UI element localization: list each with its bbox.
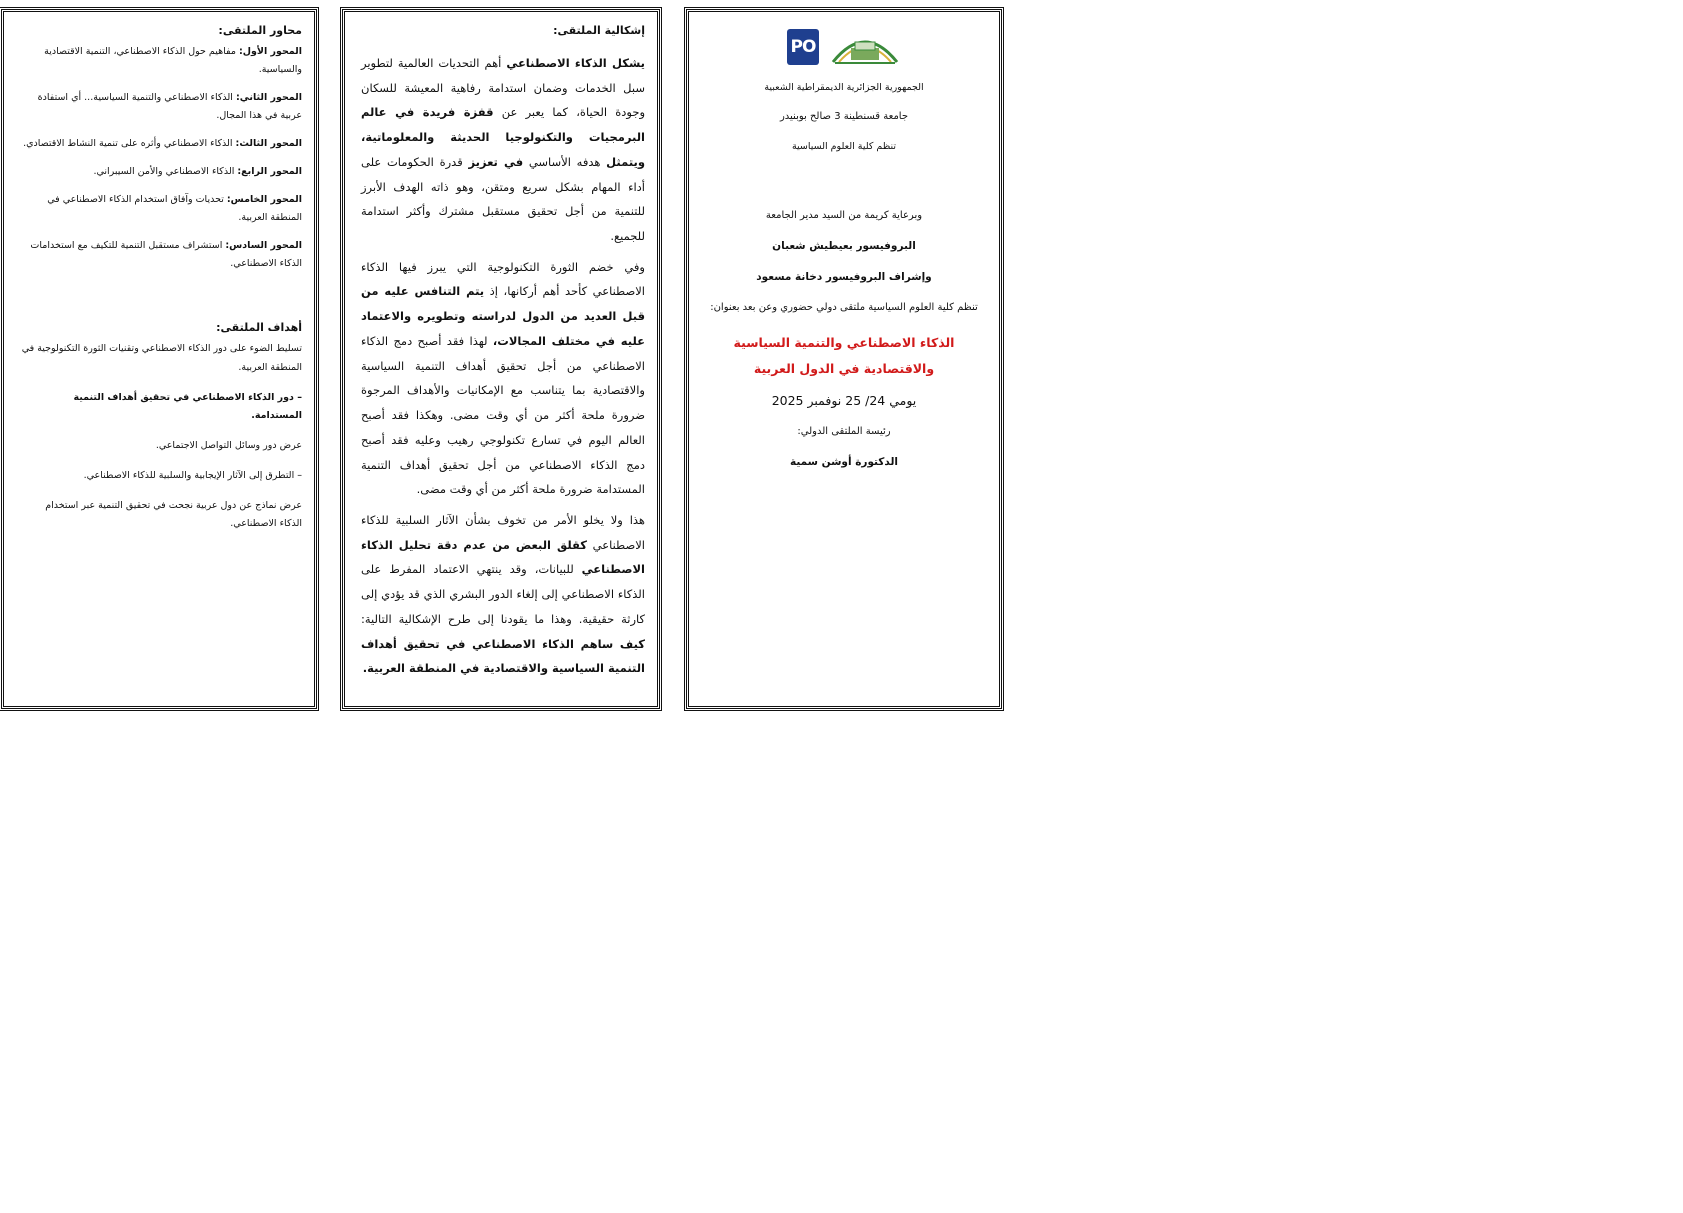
rector-name: البروفيسور بعيطيش شعبان <box>772 240 916 253</box>
body-text: للبيانات، وقد ينتهي الاعتماد المفرط على الذكاء الاصطناعي إلى إلغاء الدور البشري الذي قد يؤدي إلى كارثة حقيقية. وهذا ما يقودنا إلى طرح الإشكالية التالية: <box>361 562 645 626</box>
emphasis-text: قفزة فريدة في عالم البرمجيات والتكنولوجيا الحديثة والمعلوماتية، ويتمثل <box>361 105 645 169</box>
axis-label: المحور الرابع: <box>237 166 302 178</box>
problematic-heading: إشكالية الملتقى: <box>553 24 645 37</box>
emphasis-text: يتم التنافس عليه من قبل العديد من الدول لدراسته وتطويره والاعتماد عليه في مختلف المجالات، <box>361 284 645 348</box>
objective-item: – دور الذكاء الاصطناعي في تحقيق أهداف التنمية المستدامة. <box>73 391 302 421</box>
axis-item <box>20 163 302 181</box>
logos-row <box>703 28 985 66</box>
axis-label: المحور الثالث: <box>235 138 302 150</box>
organizer-faculty: تنظم كلية العلوم السياسية <box>791 141 897 153</box>
emphasis-text: يشكل الذكاء الاصطناعي <box>506 56 645 70</box>
axis-item <box>20 237 302 273</box>
university-logo-icon <box>829 28 901 66</box>
university-name: جامعة قسنطينة 3 صالح بوبنيدر <box>779 111 909 123</box>
chair-label: رئيسة الملتقى الدولي: <box>797 426 891 438</box>
axis-item <box>20 135 302 153</box>
axis-text: استشراف مستقبل التنمية للتكيف مع استخدامات الذكاء الاصطناعي. <box>30 240 302 270</box>
conference-title: الذكاء الاصطناعي والتنمية السياسية والاقتصادية في الدول العربية <box>733 334 955 376</box>
panel-problematic <box>342 9 660 709</box>
emphasis-text: في تعزيز <box>468 154 524 169</box>
axis-text: الذكاء الاصطناعي والأمن السيبراني. <box>93 166 238 178</box>
axis-item <box>20 43 302 79</box>
axis-label: المحور الثاني: <box>235 92 302 104</box>
body-text: أهم التحديات العالمية لتطوير سبل الخدمات وضمان استدامة رفاهية المعيشة للسكان وجودة الحياة، كما يعبر عن <box>361 56 645 120</box>
chair-name: الدكتورة أوشن سمية <box>789 456 899 469</box>
axis-text: مفاهيم حول الذكاء الاصطناعي، التنمية الاقتصادية والسياسية. <box>44 46 302 76</box>
objective-item: عرض دور وسائل التواصل الاجتماعي. <box>155 439 302 451</box>
spacer <box>703 168 985 208</box>
body-text: هدفه الأساسي <box>523 154 607 169</box>
objectives-heading: أهداف الملتقى: <box>216 321 302 335</box>
republic-name: الجمهورية الجزائرية الديمقراطية الشعبية <box>764 82 924 93</box>
axes-heading: محاور الملتقى: <box>218 24 302 37</box>
axis-text: تحديات وآفاق استخدام الذكاء الاصطناعي في المنطقة العربية. <box>47 194 302 224</box>
body-text: هذا ولا يخلو الأمر من تخوف بشأن الآثار السلبية للذكاء الاصطناعي <box>361 512 646 552</box>
faculty-logo: PO <box>787 29 819 65</box>
research-question: كيف ساهم الذكاء الاصطناعي في تحقيق أهداف التنمية السياسية والاقتصادية في المنطقة العربية. <box>361 636 645 676</box>
axis-item <box>20 191 302 227</box>
conference-intro: تنظم كلية العلوم السياسية ملتقى دولي حضوري وعن بعد بعنوان: <box>710 301 978 313</box>
objective-item: – التطرق إلى الآثار الإيجابية والسلبية للذكاء الاصطناعي. <box>83 469 302 481</box>
conference-date: يومي 24/ 25 نوفمبر 2025 <box>771 393 917 409</box>
axis-text: الذكاء الاصطناعي وأثره على تنمية النشاط الاقتصادي. <box>23 138 236 150</box>
objective-item: تسليط الضوء على دور الذكاء الاصطناعي وتقنيات الثورة التكنولوجية في المنطقة العربية. <box>21 343 302 373</box>
problematic-paragraph-2 <box>361 255 645 502</box>
patronage-line: وبرعاية كريمة من السيد مدير الجامعة <box>765 210 923 222</box>
axis-text: الذكاء الاصطناعي والتنمية السياسية... أي استفادة عربية في هذا المجال. <box>37 92 302 122</box>
axis-label: المحور الأول: <box>238 46 302 57</box>
axis-label: المحور السادس: <box>225 240 302 252</box>
body-text: قدرة الحكومات على أداء المهام بشكل سريع ومتقن، وهو ذاته الهدف الأبرز للتنمية من أجل تحقيق مستقبل مشترك وأكثر استدامة للجميع. <box>361 154 645 244</box>
supervisor-line: وإشراف البروفيسور دخانة مسعود <box>756 271 932 284</box>
body-text: لهذا فقد أصبح دمج الذكاء الاصطناعي من أجل تحقيق أهداف التنمية السياسية والاقتصادية بما يتناسب مع الإمكانيات والأهداف المرجوة ضرورة ملحة أكثر من أي وقت مضى. وهكذا فقد أصبح العالم اليوم في تسارع تكنولوجي رهيب وعليه فقد أصبح دمج الذكاء الاصطناعي من أجل تحقيق أهداف التنمية المستدامة ضرورة ملحة أكثر من أي وقت مضى. <box>361 333 645 497</box>
problematic-paragraph-3 <box>361 508 645 681</box>
axis-label: المحور الخامس: <box>226 194 302 206</box>
axis-item <box>20 89 302 125</box>
panel-cover <box>686 9 1002 709</box>
problematic-paragraph-1 <box>361 51 645 249</box>
panel-axes-objectives <box>1 9 317 709</box>
emphasis-text: كقلق البعض من عدم دقة تحليل الذكاء الاصطناعي <box>361 537 645 577</box>
body-text: وفي خضم الثورة التكنولوجية التي يبرز فيها الذكاء الاصطناعي كأحد أهم أركانها، إذ <box>361 259 646 299</box>
objective-item: عرض نماذج عن دول عربية نجحت في تحقيق التنمية عبر استخدام الذكاء الاصطناعي. <box>45 499 302 529</box>
